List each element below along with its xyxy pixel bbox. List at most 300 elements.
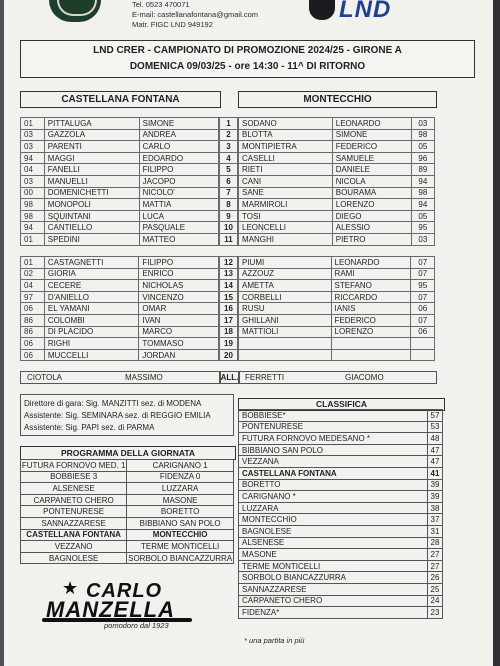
player-row [239, 314, 435, 326]
player-row [239, 164, 435, 176]
standings-points: 27 [428, 549, 443, 561]
player-row [239, 326, 435, 338]
shirt-number-row [220, 129, 238, 141]
player-surname [239, 349, 332, 361]
player-birth-year: 01 [21, 233, 45, 245]
player-name: ANDREA [139, 129, 218, 141]
player-surname: SODANO [239, 118, 333, 130]
referee-line: Direttore di gara: Sig. MANZITTI sez. di MODENA [24, 399, 202, 408]
player-name: BOURAMA [332, 187, 411, 199]
programma-table [20, 459, 234, 564]
standings-row [239, 433, 443, 445]
player-name: RICCARDO [331, 291, 411, 303]
standings-team: CARPANETO CHERO [239, 595, 428, 607]
standings-row [239, 410, 443, 422]
player-birth-year: 07 [411, 291, 435, 303]
player-surname: PARENTI [44, 141, 139, 153]
player-surname: COLOMBI [44, 314, 139, 326]
player-name: SAMUELE [332, 152, 411, 164]
player-row [239, 222, 435, 234]
sponsor-line-1: CARLO [86, 580, 163, 602]
player-surname: RUSU [239, 303, 332, 315]
club-contact-info [132, 0, 258, 30]
player-birth-year: 96 [411, 152, 434, 164]
player-row [21, 314, 219, 326]
player-name [331, 338, 411, 350]
player-birth-year: 98 [21, 199, 45, 211]
player-birth-year: 06 [411, 326, 435, 338]
player-name: LEONARDO [331, 257, 411, 269]
player-birth-year: 97 [21, 291, 45, 303]
fixture-row [21, 460, 234, 472]
player-surname: MANUELLI [44, 175, 139, 187]
fixture-home-team: ALSENESE [21, 483, 127, 495]
championship-title [20, 40, 475, 78]
standings-points: 37 [428, 514, 443, 526]
subs-shirt-numbers [219, 256, 238, 361]
home-team-name: CASTELLANA FONTANA [20, 91, 221, 108]
standings-row [239, 595, 443, 607]
player-surname: SPEDINI [44, 233, 139, 245]
starters-shirt-numbers [219, 117, 238, 246]
player-row [239, 268, 435, 280]
player-row [239, 280, 435, 292]
standings-points: 27 [428, 560, 443, 572]
fixture-home-team: PONTENURESE [21, 506, 127, 518]
player-birth-year: 03 [21, 175, 45, 187]
player-row [21, 338, 219, 350]
standings-points: 38 [428, 502, 443, 514]
player-birth-year: 07 [411, 314, 435, 326]
player-birth-year [411, 338, 435, 350]
club-crest-logo [49, 0, 101, 22]
coach-label-text: ALL. [220, 373, 239, 382]
shirt-number: 1 [220, 118, 238, 130]
star-icon: ★ [62, 578, 79, 598]
fixture-away-team: BIBBIANO SAN POLO [127, 517, 234, 529]
player-name [331, 349, 411, 361]
player-name: LORENZO [332, 199, 411, 211]
standings-row [239, 467, 443, 479]
shirt-number-row [220, 210, 238, 222]
player-name: FILIPPO [139, 257, 219, 269]
player-name: MATTIA [139, 199, 218, 211]
coach-label [219, 371, 240, 384]
shirt-number-row [220, 141, 238, 153]
home-starters-table [20, 117, 219, 246]
fixture-row [21, 541, 234, 553]
standings-team: BOBBIESE* [239, 410, 428, 422]
player-name: ENRICO [139, 268, 219, 280]
standings-points: 28 [428, 537, 443, 549]
shirt-number: 13 [220, 268, 238, 280]
player-surname: GAZZOLA [44, 129, 139, 141]
player-birth-year: 03 [21, 129, 45, 141]
player-name: TOMMASO [139, 338, 219, 350]
player-surname: MATTIOLI [239, 326, 332, 338]
shirt-number-row [220, 280, 238, 292]
player-surname: FANELLI [44, 164, 139, 176]
player-birth-year: 98 [411, 187, 434, 199]
standings-team: PONTENURESE [239, 421, 428, 433]
player-row [239, 257, 435, 269]
player-row [21, 141, 219, 153]
player-name: PASQUALE [139, 222, 218, 234]
player-birth-year: 02 [21, 268, 45, 280]
shirt-number-row [220, 175, 238, 187]
away-subs-table [238, 256, 435, 361]
away-coach-surname: FERRETTI [245, 373, 285, 382]
player-name: FILIPPO [139, 164, 218, 176]
player-name: PIETRO [332, 233, 411, 245]
standings-row [239, 560, 443, 572]
standings-points: 31 [428, 525, 443, 537]
title-line-1: LND CRER - CAMPIONATO DI PROMOZIONE 2024/25 - GIRONE A [93, 45, 402, 56]
shirt-number: 2 [220, 129, 238, 141]
player-surname: LEONCELLI [239, 222, 333, 234]
classifica-title: CLASSIFICA [238, 398, 445, 411]
shirt-number-row [220, 199, 238, 211]
player-row [21, 222, 219, 234]
shirt-number-row [220, 268, 238, 280]
player-surname: DI PLACIDO [44, 326, 139, 338]
player-birth-year: 94 [411, 199, 434, 211]
fixture-away-team: CARIGNANO 1 [127, 460, 234, 472]
player-row [239, 175, 435, 187]
fixture-home-team: BOBBIESE 3 [21, 471, 127, 483]
shirt-number: 10 [220, 222, 238, 234]
shirt-number-row [220, 349, 238, 361]
player-row [239, 233, 435, 245]
standings-team: BORETTO [239, 479, 428, 491]
standings-points: 47 [428, 456, 443, 468]
player-surname: AZZOUZ [239, 268, 332, 280]
player-birth-year: 05 [411, 141, 434, 153]
player-birth-year [411, 349, 435, 361]
player-surname: CANTIELLO [44, 222, 139, 234]
player-birth-year: 07 [411, 268, 435, 280]
standings-row [239, 491, 443, 503]
lnd-shield-icon [309, 0, 335, 20]
player-row [21, 210, 219, 222]
player-surname: CASELLI [239, 152, 333, 164]
player-surname: BLOTTA [239, 129, 333, 141]
player-surname: CASTAGNETTI [44, 257, 139, 269]
fixture-away-team: MONTECCHIO [127, 529, 234, 541]
player-row [21, 175, 219, 187]
standings-row [239, 549, 443, 561]
standings-row [239, 607, 443, 619]
player-row [239, 291, 435, 303]
player-surname: GIORIA [44, 268, 139, 280]
player-surname [239, 338, 332, 350]
player-name: MATTEO [139, 233, 218, 245]
standings-points: 41 [428, 467, 443, 479]
player-birth-year: 06 [21, 303, 45, 315]
shirt-number-row [220, 164, 238, 176]
shirt-number-row [220, 291, 238, 303]
player-name: LEONARDO [332, 118, 411, 130]
standings-team: SORBOLO BIANCAZZURRA [239, 572, 428, 584]
standings-points: 24 [428, 595, 443, 607]
player-name: LORENZO [331, 326, 411, 338]
player-name: ALESSIO [332, 222, 411, 234]
player-name: VINCENZO [139, 291, 219, 303]
player-surname: PIUMI [239, 257, 332, 269]
match-officials [20, 394, 234, 436]
player-row [239, 349, 435, 361]
player-name: MARCO [139, 326, 219, 338]
player-row [21, 187, 219, 199]
player-surname: MONTIPIETRA [239, 141, 333, 153]
player-name: FEDERICO [332, 141, 411, 153]
standings-row [239, 583, 443, 595]
player-name: STEFANO [331, 280, 411, 292]
away-coach [238, 371, 437, 384]
player-birth-year: 06 [411, 303, 435, 315]
player-birth-year: 03 [411, 233, 434, 245]
fixture-row [21, 494, 234, 506]
programma-title: PROGRAMMA DELLA GIORNATA [20, 446, 236, 460]
player-name: NICOLO' [139, 187, 218, 199]
player-birth-year: 86 [21, 314, 45, 326]
player-row [239, 199, 435, 211]
shirt-number-row [220, 338, 238, 350]
fixture-row [21, 517, 234, 529]
standings-team: SANNAZZARESE [239, 583, 428, 595]
player-birth-year: 04 [21, 164, 45, 176]
player-birth-year: 03 [411, 118, 434, 130]
player-surname: DOMENICHETTI [44, 187, 139, 199]
fixture-away-team: BORETTO [127, 506, 234, 518]
player-name: FEDERICO [331, 314, 411, 326]
fixture-home-team: VEZZANO [21, 541, 127, 553]
fixture-away-team: SORBOLO BIANCAZZURRA [128, 553, 233, 563]
sponsor-line-2: MANZELLA [46, 597, 175, 622]
standings-row [239, 525, 443, 537]
match-sheet [4, 0, 493, 666]
player-surname: MUCCELLI [44, 349, 139, 361]
sponsor-logo [42, 578, 202, 638]
standings-row [239, 502, 443, 514]
standings-team: FUTURA FORNOVO MEDESANO * [239, 433, 428, 445]
player-row [21, 303, 219, 315]
standings-team: MONTECCHIO [239, 514, 428, 526]
player-row [239, 152, 435, 164]
contact-matricola: Matr. FIGC LND 949192 [132, 20, 213, 29]
player-row [239, 129, 435, 141]
player-name: RAMI [331, 268, 411, 280]
player-birth-year: 00 [21, 187, 45, 199]
fixture-row [21, 471, 234, 483]
player-birth-year: 98 [21, 210, 45, 222]
standings-points: 26 [428, 572, 443, 584]
player-row [239, 338, 435, 350]
standings-row [239, 421, 443, 433]
player-birth-year: 94 [21, 152, 45, 164]
player-row [21, 257, 219, 269]
fixture-away-team: LUZZARA [127, 483, 234, 495]
shirt-number-row [220, 222, 238, 234]
shirt-number-row [220, 303, 238, 315]
standings-points: 39 [428, 491, 443, 503]
player-surname: D'ANIELLO [44, 291, 139, 303]
standings-team: VEZZANA [239, 456, 428, 468]
player-birth-year: 86 [21, 326, 45, 338]
standings-team: ALSENESE [239, 537, 428, 549]
standings-points: 23 [428, 607, 443, 619]
standings-points: 47 [428, 444, 443, 456]
shirt-number: 19 [220, 338, 238, 350]
standings-team: FIDENZA* [239, 607, 428, 619]
player-row [21, 164, 219, 176]
standings-row [239, 514, 443, 526]
player-birth-year: 04 [21, 280, 45, 292]
classifica-note: * una partita in più [244, 636, 305, 645]
player-row [239, 303, 435, 315]
shirt-number: 16 [220, 303, 238, 315]
player-surname: MARMIROLI [239, 199, 333, 211]
player-name: OMAR [139, 303, 219, 315]
assistant-2-line: Assistente: Sig. PAPI sez. di PARMA [24, 423, 155, 432]
shirt-number: 8 [220, 199, 238, 211]
player-row [21, 291, 219, 303]
classifica-table [238, 409, 443, 619]
player-birth-year: 01 [21, 257, 45, 269]
standings-team: TERME MONTICELLI [239, 560, 428, 572]
fixture-away-team: FIDENZA 0 [127, 471, 234, 483]
shirt-number-row [220, 326, 238, 338]
fixture-row [21, 506, 234, 518]
standings-points: 53 [428, 421, 443, 433]
player-name: CARLO [139, 141, 218, 153]
shirt-number: 4 [220, 152, 238, 164]
shirt-number: 6 [220, 175, 238, 187]
player-surname: SANE [239, 187, 333, 199]
player-name: NICHOLAS [139, 280, 219, 292]
player-birth-year: 07 [411, 257, 435, 269]
standings-points: 39 [428, 479, 443, 491]
player-birth-year: 98 [411, 129, 434, 141]
assistant-1-line: Assistente: Sig. SEMINARA sez. di REGGIO EMILIA [24, 411, 211, 420]
standings-row [239, 572, 443, 584]
fixture-away-team: TERME MONTICELLI [127, 541, 234, 553]
standings-row [239, 479, 443, 491]
player-row [21, 268, 219, 280]
player-name: DANIELE [332, 164, 411, 176]
player-birth-year: 95 [411, 280, 435, 292]
player-surname: EL YAMANI [44, 303, 139, 315]
shirt-number: 9 [220, 210, 238, 222]
lnd-logo [309, 0, 405, 22]
shirt-number-row [220, 233, 238, 245]
standings-row [239, 537, 443, 549]
standings-row [239, 444, 443, 456]
home-coach-surname: CIOTOLA [27, 373, 62, 382]
contact-email: E-mail: castellanafontana@gmail.com [132, 10, 259, 19]
player-row [21, 326, 219, 338]
home-coach [20, 371, 221, 384]
shirt-number-row [220, 118, 238, 130]
shirt-number: 7 [220, 187, 238, 199]
home-coach-name: MASSIMO [125, 373, 163, 382]
shirt-number: 20 [220, 349, 238, 361]
standings-team: CARIGNANO * [239, 491, 428, 503]
player-surname: CANI [239, 175, 333, 187]
shirt-number: 12 [220, 257, 238, 269]
player-name: IANIS [331, 303, 411, 315]
player-row [21, 129, 219, 141]
standings-team: BIBBIANO SAN POLO [239, 444, 428, 456]
player-birth-year: 01 [21, 118, 45, 130]
player-row [239, 141, 435, 153]
player-birth-year: 06 [21, 338, 45, 350]
standings-team: BAGNOLESE [239, 525, 428, 537]
player-surname: CECERE [44, 280, 139, 292]
player-surname: CORBELLI [239, 291, 332, 303]
fixture-home-team: CASTELLANA FONTANA [21, 529, 127, 541]
fixture-home-team: FUTURA FORNOVO MED. 1 [21, 460, 126, 470]
contact-phone: Tel. 0523 470071 [132, 0, 190, 9]
sponsor-tagline: pomodoro dal 1923 [104, 621, 169, 630]
player-name: JORDAN [139, 349, 219, 361]
away-starters-table [238, 117, 435, 246]
player-row [21, 280, 219, 292]
player-name: JACOPO [139, 175, 218, 187]
player-row [239, 187, 435, 199]
player-birth-year: 03 [21, 141, 45, 153]
title-line-2: DOMENICA 09/03/25 - ore 14:30 - 11^ DI RITORNO [129, 61, 366, 72]
shirt-number: 14 [220, 280, 238, 292]
standings-team: LUZZARA [239, 502, 428, 514]
shirt-number-row [220, 314, 238, 326]
fixture-row [21, 552, 234, 564]
away-coach-name: GIACOMO [345, 373, 384, 382]
player-birth-year: 05 [411, 210, 434, 222]
away-team-name: MONTECCHIO [238, 91, 437, 108]
player-birth-year: 89 [411, 164, 434, 176]
fixture-home-team: BAGNOLESE [21, 552, 127, 564]
player-row [21, 199, 219, 211]
player-birth-year: 06 [21, 349, 45, 361]
shirt-number-row [220, 152, 238, 164]
player-name: NICOLA [332, 175, 411, 187]
fixture-row [21, 483, 234, 495]
player-birth-year: 94 [411, 175, 434, 187]
player-birth-year: 95 [411, 222, 434, 234]
fixture-away-team: MASONE [127, 494, 234, 506]
shirt-number: 5 [220, 164, 238, 176]
player-surname: MANGHI [239, 233, 333, 245]
shirt-number-row [220, 257, 238, 269]
player-name: SIMONE [139, 118, 218, 130]
fixture-row [21, 529, 234, 541]
fixture-home-team: SANNAZZARESE [21, 517, 127, 529]
player-name: IVAN [139, 314, 219, 326]
standings-points: 48 [428, 433, 443, 445]
player-surname: SQUINTANI [44, 210, 139, 222]
player-surname: RIETI [239, 164, 333, 176]
background-edge [493, 0, 500, 666]
player-row [21, 233, 219, 245]
player-row [21, 152, 219, 164]
player-name: SIMONE [332, 129, 411, 141]
shirt-number: 18 [220, 326, 238, 338]
player-surname: MAGGI [44, 152, 139, 164]
fixture-home-team: CARPANETO CHERO [21, 494, 127, 506]
player-surname: AMETTA [239, 280, 332, 292]
standings-row [239, 456, 443, 468]
